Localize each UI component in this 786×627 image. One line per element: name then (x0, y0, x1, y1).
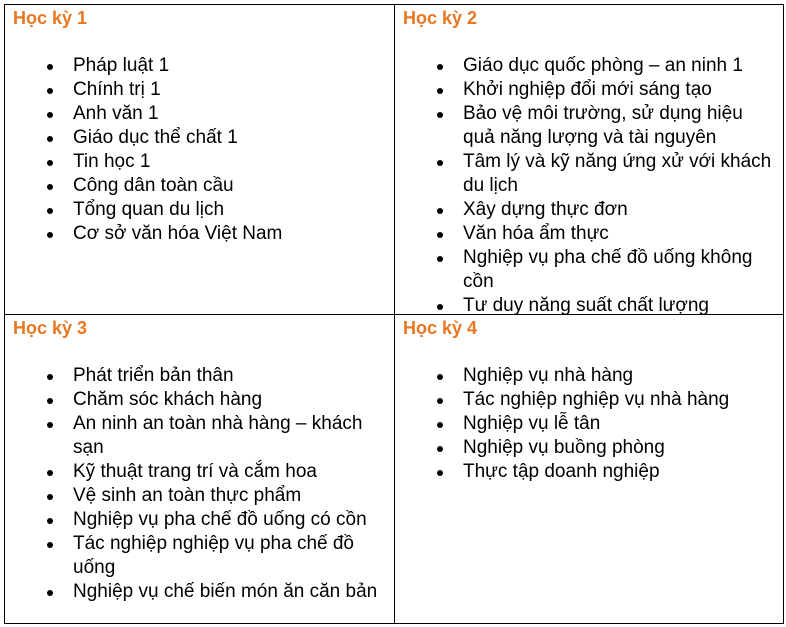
course-item: Khởi nghiệp đổi mới sáng tạo (403, 78, 777, 102)
course-item: Thực tập doanh nghiệp (403, 460, 777, 484)
semester-cell-3 (5, 315, 395, 623)
course-item: Cơ sở văn hóa Việt Nam (13, 222, 388, 246)
course-item: Tin học 1 (13, 150, 388, 174)
course-list (403, 54, 777, 315)
course-item: Tổng quan du lịch (13, 198, 388, 222)
course-item: Nghiệp vụ buồng phòng (403, 436, 777, 460)
course-item: Pháp luật 1 (13, 54, 388, 78)
semester-cell-2 (395, 5, 783, 315)
course-item: Nghiệp vụ nhà hàng (403, 364, 777, 388)
semester-title: Học kỳ 2 (403, 8, 478, 28)
semester-cell-4 (395, 315, 783, 623)
course-item: Giáo dục quốc phòng – an ninh 1 (403, 54, 777, 78)
course-list (403, 364, 777, 484)
semester-title: Học kỳ 4 (403, 318, 478, 338)
course-item: Công dân toàn cầu (13, 174, 388, 198)
semester-cell-1 (5, 5, 395, 315)
course-item: Chính trị 1 (13, 78, 388, 102)
semester-title: Học kỳ 3 (13, 318, 88, 338)
course-list (13, 364, 388, 604)
course-item: Chăm sóc khách hàng (13, 388, 388, 412)
course-item: Nghiệp vụ pha chế đồ uống không cồn (403, 246, 777, 294)
course-item: Xây dựng thực đơn (403, 198, 777, 222)
course-item: Tác nghiệp nghiệp vụ nhà hàng (403, 388, 777, 412)
course-item: Tác nghiệp nghiệp vụ pha chế đồ uống (13, 532, 388, 580)
curriculum-table (4, 4, 784, 624)
semester-title: Học kỳ 1 (13, 8, 88, 28)
course-item: Tâm lý và kỹ năng ứng xử với khách du lịch (403, 150, 777, 198)
course-item: Phát triển bản thân (13, 364, 388, 388)
course-item: Văn hóa ẩm thực (403, 222, 777, 246)
course-item: Vệ sinh an toàn thực phẩm (13, 484, 388, 508)
course-item: Giáo dục thể chất 1 (13, 126, 388, 150)
course-item: Anh văn 1 (13, 102, 388, 126)
course-list (13, 54, 388, 246)
course-item: Kỹ thuật trang trí và cắm hoa (13, 460, 388, 484)
course-item: Nghiệp vụ chế biến món ăn căn bản (13, 580, 388, 604)
course-item: Nghiệp vụ pha chế đồ uống có cồn (13, 508, 388, 532)
course-item: Nghiệp vụ lễ tân (403, 412, 777, 436)
course-item: Bảo vệ môi trường, sử dụng hiệu quả năng lượng và tài nguyên (403, 102, 777, 150)
course-item: An ninh an toàn nhà hàng – khách sạn (13, 412, 388, 460)
course-item: Tư duy năng suất chất lượng (403, 294, 777, 315)
